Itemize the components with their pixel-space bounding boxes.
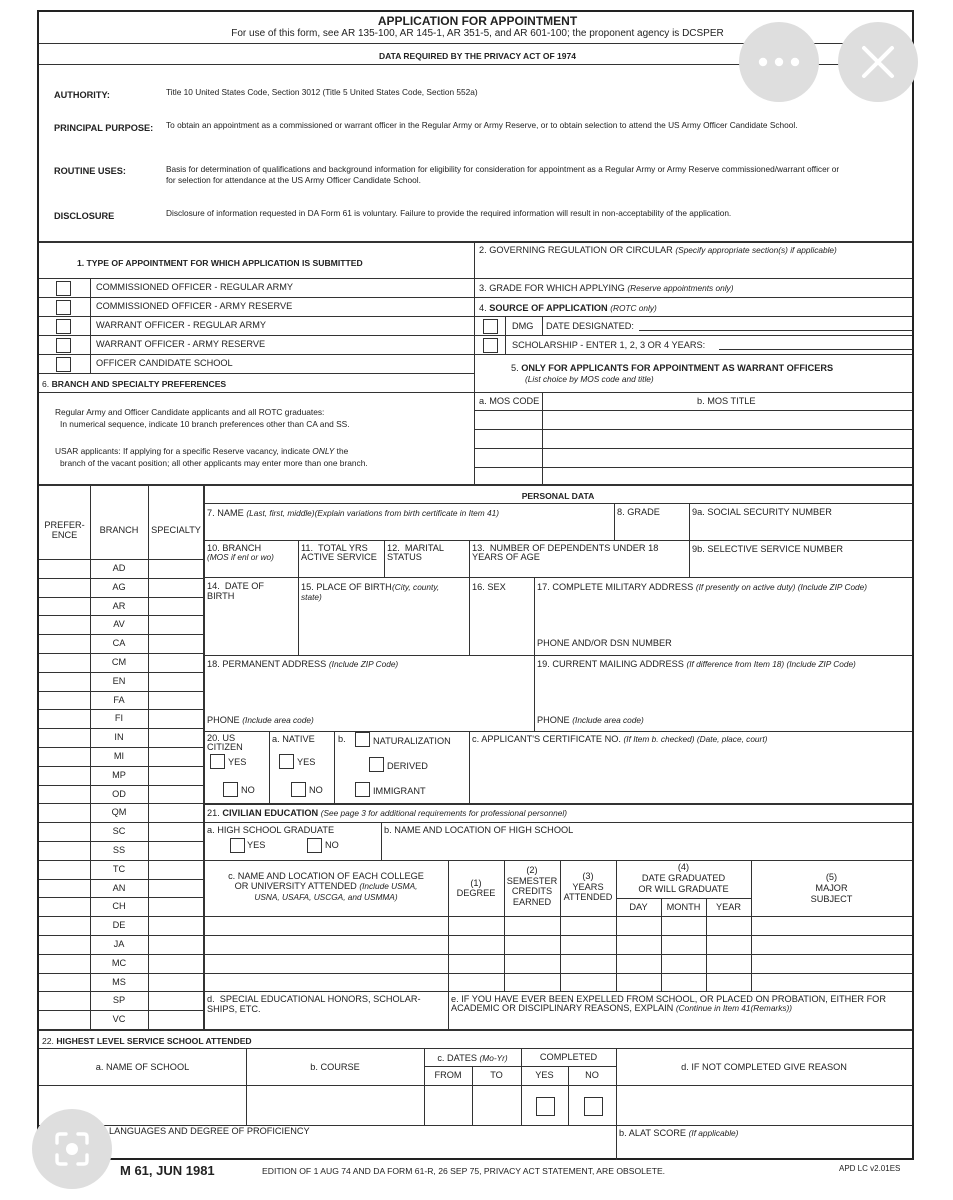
option-co-regular: COMMISSIONED OFFICER - REGULAR ARMY <box>96 282 294 292</box>
branch-code: MI <box>113 751 125 761</box>
version-label: APD LC v2.01ES <box>839 1164 901 1173</box>
branch-code: TC <box>112 864 126 874</box>
derived-label: DERIVED <box>387 761 428 771</box>
honors-label: d. SPECIAL EDUCATIONAL HONORS, SCHOLAR- SHIPS, ETC. <box>207 994 421 1014</box>
preference-input[interactable] <box>40 842 89 859</box>
dependents-label: 13. NUMBER OF DEPENDENTS UNDER 18 YEARS OF AGE <box>472 543 659 562</box>
item6-instr2a: USAR applicants: If applying for a specific Reserve vacancy, indicate ONLY the <box>55 446 349 456</box>
mailing-phone-label: PHONE (Include area code) <box>537 715 644 725</box>
preference-input[interactable] <box>40 898 89 915</box>
checkbox-citizen-yes[interactable] <box>210 754 225 769</box>
lens-icon <box>52 1129 92 1169</box>
checkbox-co-reserve[interactable] <box>56 300 71 315</box>
checkbox-scholarship[interactable] <box>483 338 498 353</box>
routine-label: ROUTINE USES: <box>54 166 126 176</box>
preference-input[interactable] <box>40 616 89 633</box>
education-label: 21. CIVILIAN EDUCATION (See page 3 for additional requirements for professional personnel) <box>207 808 567 818</box>
form-subtitle: For use of this form, see AR 135-100, AR 145-1, AR 351-5, and AR 601-100; the proponent agency is DCSPER <box>231 28 724 39</box>
military-address-label: 17. COMPLETE MILITARY ADDRESS (If presently on active duty) (Include ZIP Code) <box>537 582 868 592</box>
preference-input[interactable] <box>40 729 89 746</box>
permanent-address-label: 18. PERMANENT ADDRESS (Include ZIP Code) <box>207 659 399 669</box>
col-preference: PREFER- ENCE <box>44 520 85 540</box>
disclosure-label: DISCLOSURE <box>54 211 115 221</box>
completed-no-col: NO <box>585 1070 599 1080</box>
school-name-col: a. NAME OF SCHOOL <box>95 1062 190 1072</box>
more-dots-icon <box>757 56 801 68</box>
completed-yes-col: YES <box>535 1070 554 1080</box>
mos-code-label: a. MOS CODE <box>479 396 540 406</box>
from-col: FROM <box>434 1070 462 1080</box>
branch-code: AD <box>112 563 126 573</box>
date-graduated-col: (4) DATE GRADUATED OR WILL GRADUATE <box>638 862 729 894</box>
item1-title: 1. TYPE OF APPOINTMENT FOR WHICH APPLICATION IS SUBMITTED <box>77 258 363 268</box>
expelled-label-line1: e. IF YOU HAVE EVER BEEN EXPELLED FROM SCHOOL, OR PLACED ON PROBATION, EITHER FOR <box>451 994 886 1004</box>
preference-input[interactable] <box>40 710 89 727</box>
college-label-line1: c. NAME AND LOCATION OF EACH COLLEGE <box>228 871 424 881</box>
option-wo-reserve: WARRANT OFFICER - ARMY RESERVE <box>96 339 266 349</box>
preference-input[interactable] <box>40 767 89 784</box>
scholarship-label: SCHOLARSHIP - ENTER 1, 2, 3 OR 4 YEARS: <box>512 340 706 350</box>
preference-input[interactable] <box>40 598 89 615</box>
native-no-label: NO <box>309 785 323 795</box>
certificate-label: c. APPLICANT'S CERTIFICATE NO. (If Item b. checked) (Date, place, court) <box>472 734 768 744</box>
checkbox-native-no[interactable] <box>291 782 306 797</box>
branch-code: AN <box>112 883 126 893</box>
branch-code: FI <box>114 713 124 723</box>
phone-dsn-label: PHONE AND/OR DSN NUMBER <box>537 638 672 648</box>
immigrant-label: IMMIGRANT <box>373 786 426 796</box>
close-icon <box>861 45 895 79</box>
naturalization-label: NATURALIZATION <box>373 736 451 746</box>
checkbox-completed-no[interactable] <box>584 1097 603 1116</box>
edition-note: EDITION OF 1 AUG 74 AND DA FORM 61-R, 26 SEP 75, PRIVACY ACT STATEMENT, ARE OBSOLETE. <box>262 1166 666 1176</box>
more-options-button[interactable] <box>739 22 819 102</box>
preference-input[interactable] <box>40 992 89 1009</box>
preference-input[interactable] <box>40 861 89 878</box>
checkbox-citizen-no[interactable] <box>223 782 238 797</box>
form-number: M 61, JUN 1981 <box>120 1163 215 1178</box>
completed-col: COMPLETED <box>539 1052 598 1062</box>
citizen-no-label: NO <box>241 785 255 795</box>
item20b-label: b. <box>338 734 346 744</box>
dob-label: 14. DATE OF BIRTH <box>207 581 265 601</box>
alat-label: b. ALAT SCORE (If applicable) <box>619 1128 739 1138</box>
total-years-label: 11. TOTAL YRS ACTIVE SERVICE <box>301 543 377 562</box>
hs-name-label: b. NAME AND LOCATION OF HIGH SCHOOL <box>384 825 574 835</box>
branch-field-label: 10. BRANCH (MOS if enl or wo) <box>207 543 274 562</box>
form-title: APPLICATION FOR APPOINTMENT <box>377 14 578 28</box>
authority-text: Title 10 United States Code, Section 3012 (Title 5 United States Code, Section 552a) <box>166 87 478 97</box>
preference-input[interactable] <box>40 1011 89 1028</box>
preference-input[interactable] <box>40 673 89 690</box>
mos-title-label: b. MOS TITLE <box>697 396 756 406</box>
preference-input[interactable] <box>40 917 89 934</box>
branch-code: CA <box>112 638 126 648</box>
privacy-header: DATA REQUIRED BY THE PRIVACY ACT OF 1974 <box>379 51 576 61</box>
disclosure-text: Disclosure of information requested in DA Form 61 is voluntary. Failure to provide the required information will result in non-acceptability of the application. <box>166 208 732 218</box>
routine-text: Basis for determination of qualifications and background information for eligibility for consideration for appointment as a Regular Army or Army Reserve commissioned/warrant officer or for selection for attendance at the US Army Officer Candidate School. <box>166 164 840 185</box>
expelled-label-line2: ACADEMIC OR DISCIPLINARY REASONS, EXPLAIN (Continue in Item 41(Remarks)) <box>451 1003 793 1013</box>
preference-input[interactable] <box>40 804 89 821</box>
checkbox-hs-yes[interactable] <box>230 838 245 853</box>
item6-instr1b: In numerical sequence, indicate 10 branch preferences other than CA and SS. <box>60 419 350 429</box>
option-co-reserve: COMMISSIONED OFFICER - ARMY RESERVE <box>96 301 293 311</box>
purpose-text: To obtain an appointment as a commissioned or warrant officer in the Regular Army or Army Reserve, or to obtain selection to attend the US Army Officer Candidate School. <box>166 120 798 130</box>
authority-label: AUTHORITY: <box>54 90 110 100</box>
preference-input[interactable] <box>40 560 89 577</box>
hs-yes-label: YES <box>247 840 266 850</box>
languages-label: LANGUAGES AND DEGREE OF PROFICIENCY <box>109 1126 310 1136</box>
mailing-address-label: 19. CURRENT MAILING ADDRESS (If difference from Item 18) (Include ZIP Code) <box>537 659 856 669</box>
preference-input[interactable] <box>40 880 89 897</box>
hs-graduate-label: a. HIGH SCHOOL GRADUATE <box>207 825 335 835</box>
preference-input[interactable] <box>40 786 89 803</box>
branch-code: AR <box>112 601 126 611</box>
branch-code: MP <box>112 770 126 780</box>
checkbox-completed-yes[interactable] <box>536 1097 555 1116</box>
native-yes-label: YES <box>297 757 316 767</box>
years-col: (3) YEARS ATTENDED <box>563 871 613 902</box>
branch-code: AV <box>113 619 125 629</box>
name-label: 7. NAME (Last, first, middle)(Explain variations from birth certificate in Item 41) <box>207 508 500 518</box>
day-col: DAY <box>629 902 648 912</box>
branch-code: FA <box>113 695 125 705</box>
branch-code: SS <box>112 845 126 855</box>
checkbox-derived[interactable] <box>369 757 384 772</box>
preference-input[interactable] <box>40 974 89 991</box>
preference-input[interactable] <box>40 654 89 671</box>
degree-col: (1) DEGREE <box>456 878 496 898</box>
marital-status-label: 12. MARITAL STATUS <box>387 543 445 562</box>
month-col: MONTH <box>666 902 701 912</box>
branch-code: OD <box>112 789 126 799</box>
branch-code: QM <box>111 807 127 817</box>
to-col: TO <box>490 1070 503 1080</box>
checkbox-naturalization[interactable] <box>355 732 370 747</box>
item6-instr2b: branch of the vacant position; all other applicants may enter more than one branch. <box>60 458 368 468</box>
permanent-phone-label: PHONE (Include area code) <box>207 715 314 725</box>
grade-label: 8. GRADE <box>617 507 660 517</box>
preference-input[interactable] <box>40 823 89 840</box>
hs-no-label: NO <box>325 840 339 850</box>
us-citizen-label: 20. US CITIZEN <box>207 733 243 752</box>
major-col: (5) MAJOR SUBJECT <box>810 872 853 904</box>
item5-note: (List choice by MOS code and title) <box>525 374 654 384</box>
preference-input[interactable] <box>40 955 89 972</box>
dates-col: c. DATES (Mo-Yr) <box>437 1053 508 1063</box>
preference-input[interactable] <box>40 692 89 709</box>
item4-label: 4. SOURCE OF APPLICATION (ROTC only) <box>479 303 657 313</box>
course-col: b. COURSE <box>310 1062 360 1072</box>
pob-label: 15. PLACE OF BIRTH <box>301 582 392 592</box>
reason-col: d. IF NOT COMPLETED GIVE REASON <box>681 1062 847 1072</box>
preference-input[interactable] <box>40 579 89 596</box>
branch-code: EN <box>112 676 126 686</box>
checkbox-co-regular[interactable] <box>56 281 71 296</box>
checkbox-dmg[interactable] <box>483 319 498 334</box>
checkbox-ocs[interactable] <box>56 357 71 372</box>
sex-label: 16. SEX <box>472 582 506 592</box>
col-specialty: SPECIALTY <box>151 525 201 535</box>
item6-instr1a: Regular Army and Officer Candidate applicants and all ROTC graduates: <box>55 407 325 417</box>
close-button[interactable] <box>838 22 918 102</box>
branch-code: MC <box>111 958 127 968</box>
college-label-line2: OR UNIVERSITY ATTENDED (Include USMA, USNA, USAFA, USCGA, and USMMA) <box>234 881 418 902</box>
year-col: YEAR <box>715 902 742 912</box>
branch-code: SP <box>112 995 126 1005</box>
preference-input[interactable] <box>40 635 89 652</box>
item5-label: 5. ONLY FOR APPLICANTS FOR APPOINTMENT AS WARRANT OFFICERS <box>511 363 834 373</box>
item2-label: 2. GOVERNING REGULATION OR CIRCULAR (Specify appropriate section(s) if applicable) <box>479 245 837 255</box>
branch-code: IN <box>114 732 124 742</box>
checkbox-wo-regular[interactable] <box>56 319 71 334</box>
citizen-yes-label: YES <box>228 757 247 767</box>
branch-code: DE <box>112 920 126 930</box>
item3-label: 3. GRADE FOR WHICH APPLYING (Reserve appointments only) <box>479 283 734 293</box>
purpose-label: PRINCIPAL PURPOSE: <box>54 123 154 133</box>
form-sheet <box>37 10 914 1160</box>
item22-label: 22. HIGHEST LEVEL SERVICE SCHOOL ATTENDED <box>42 1036 252 1046</box>
branch-code: CM <box>111 657 127 667</box>
branch-code: VC <box>112 1014 126 1024</box>
checkbox-wo-reserve[interactable] <box>56 338 71 353</box>
native-label: a. NATIVE <box>272 734 315 744</box>
branch-code: AG <box>112 582 126 592</box>
checkbox-immigrant[interactable] <box>355 782 370 797</box>
option-wo-regular: WARRANT OFFICER - REGULAR ARMY <box>96 320 266 330</box>
pob-note: (City, county, state) <box>301 582 440 602</box>
branch-code: SC <box>112 826 126 836</box>
branch-code: CH <box>112 901 126 911</box>
option-ocs: OFFICER CANDIDATE SCHOOL <box>96 358 233 368</box>
dmg-label: DMG <box>512 321 534 331</box>
credits-col: (2) SEMESTER CREDITS EARNED <box>506 865 558 907</box>
personal-data-header: PERSONAL DATA <box>521 491 595 501</box>
branch-code: JA <box>113 939 125 949</box>
ssn-label: 9a. SOCIAL SECURITY NUMBER <box>692 507 832 517</box>
checkbox-native-yes[interactable] <box>279 754 294 769</box>
selective-service-label: 9b. SELECTIVE SERVICE NUMBER <box>692 544 843 554</box>
preference-input[interactable] <box>40 748 89 765</box>
col-branch: BRANCH <box>99 525 139 535</box>
visual-search-button[interactable] <box>32 1109 112 1189</box>
date-designated-label: DATE DESIGNATED: <box>546 321 634 331</box>
branch-code: MS <box>112 977 126 987</box>
preference-input[interactable] <box>40 936 89 953</box>
checkbox-hs-no[interactable] <box>307 838 322 853</box>
item6-label: 6. BRANCH AND SPECIALTY PREFERENCES <box>42 379 227 389</box>
